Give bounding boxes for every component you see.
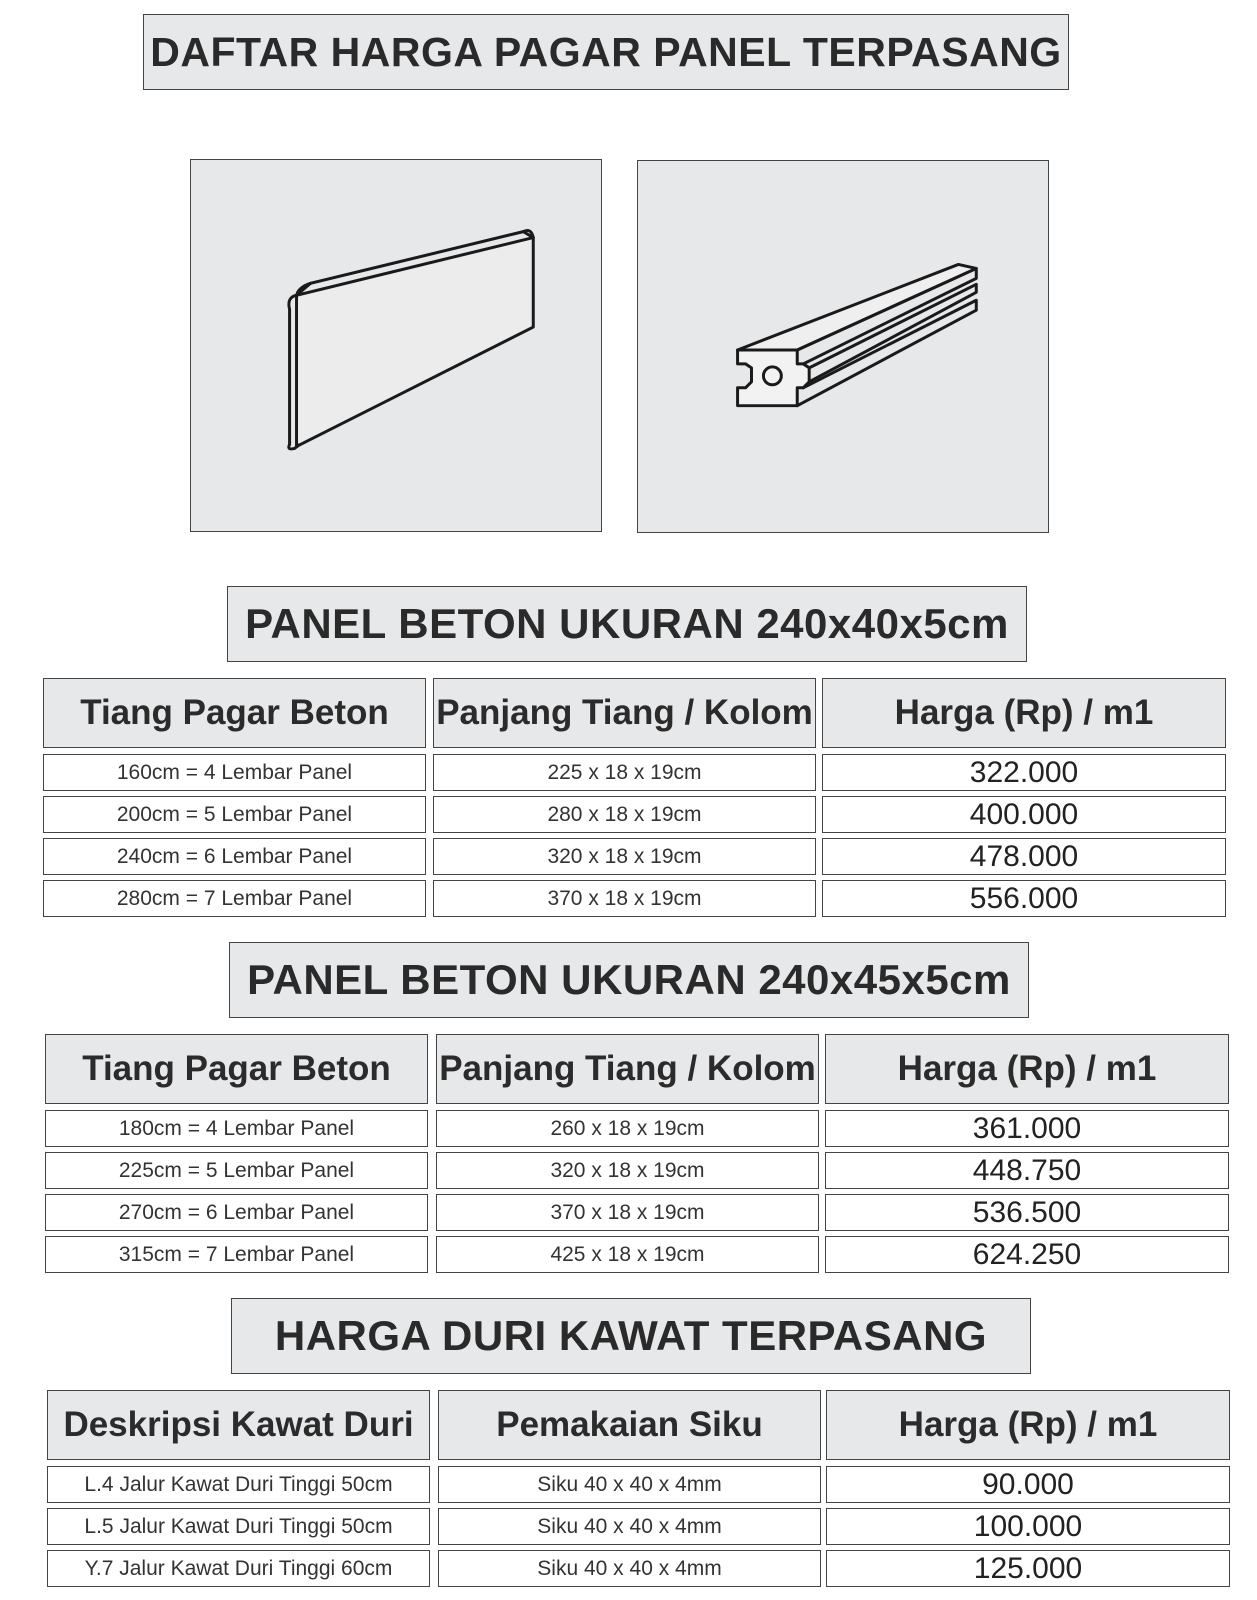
section1-row1-col1: 160cm = 4 Lembar Panel	[43, 754, 426, 791]
panel-image	[190, 159, 602, 532]
section3-row2-col1: L.5 Jalur Kawat Duri Tinggi 50cm	[47, 1508, 430, 1545]
section1-header-col3: Harga (Rp) / m1	[822, 678, 1226, 748]
section1-row2-col2: 280 x 18 x 19cm	[433, 796, 816, 833]
section3-row1-col2: Siku 40 x 40 x 4mm	[438, 1466, 821, 1503]
section3-title: HARGA DURI KAWAT TERPASANG	[231, 1298, 1031, 1374]
section3-row2-col2: Siku 40 x 40 x 4mm	[438, 1508, 821, 1545]
section1-row4-col1: 280cm = 7 Lembar Panel	[43, 880, 426, 917]
section3-row2-price: 100.000	[826, 1508, 1230, 1545]
section1-row4-price: 556.000	[822, 880, 1226, 917]
section1-row4-col2: 370 x 18 x 19cm	[433, 880, 816, 917]
section2-header-col3: Harga (Rp) / m1	[825, 1034, 1229, 1104]
section1-row1-price: 322.000	[822, 754, 1226, 791]
concrete-panel-icon	[191, 160, 601, 531]
section2-row2-col1: 225cm = 5 Lembar Panel	[45, 1152, 428, 1189]
section2-header-col2: Panjang Tiang / Kolom	[436, 1034, 819, 1104]
main-title: DAFTAR HARGA PAGAR PANEL TERPASANG	[143, 14, 1069, 90]
section1-row3-col2: 320 x 18 x 19cm	[433, 838, 816, 875]
section3-row3-price: 125.000	[826, 1550, 1230, 1587]
section2-row2-col2: 320 x 18 x 19cm	[436, 1152, 819, 1189]
concrete-post-icon	[638, 161, 1048, 532]
section2-row4-col1: 315cm = 7 Lembar Panel	[45, 1236, 428, 1273]
section1-row2-col1: 200cm = 5 Lembar Panel	[43, 796, 426, 833]
section2-title: PANEL BETON UKURAN 240x45x5cm	[229, 942, 1029, 1018]
section2-row1-price: 361.000	[825, 1110, 1229, 1147]
section3-row3-col2: Siku 40 x 40 x 4mm	[438, 1550, 821, 1587]
section2-row3-col2: 370 x 18 x 19cm	[436, 1194, 819, 1231]
section2-row3-col1: 270cm = 6 Lembar Panel	[45, 1194, 428, 1231]
section1-header-col2: Panjang Tiang / Kolom	[433, 678, 816, 748]
section2-row1-col1: 180cm = 4 Lembar Panel	[45, 1110, 428, 1147]
section3-row1-col1: L.4 Jalur Kawat Duri Tinggi 50cm	[47, 1466, 430, 1503]
post-image	[637, 160, 1049, 533]
section3-header-col1: Deskripsi Kawat Duri	[47, 1390, 430, 1460]
section2-row1-col2: 260 x 18 x 19cm	[436, 1110, 819, 1147]
section2-row4-price: 624.250	[825, 1236, 1229, 1273]
section3-row3-col1: Y.7 Jalur Kawat Duri Tinggi 60cm	[47, 1550, 430, 1587]
section3-header-col2: Pemakaian Siku	[438, 1390, 821, 1460]
section2-row4-col2: 425 x 18 x 19cm	[436, 1236, 819, 1273]
section1-row1-col2: 225 x 18 x 19cm	[433, 754, 816, 791]
section1-header-col1: Tiang Pagar Beton	[43, 678, 426, 748]
section3-row1-price: 90.000	[826, 1466, 1230, 1503]
section1-row3-price: 478.000	[822, 838, 1226, 875]
section2-row3-price: 536.500	[825, 1194, 1229, 1231]
section2-row2-price: 448.750	[825, 1152, 1229, 1189]
section2-header-col1: Tiang Pagar Beton	[45, 1034, 428, 1104]
section1-title: PANEL BETON UKURAN 240x40x5cm	[227, 586, 1027, 662]
section1-row3-col1: 240cm = 6 Lembar Panel	[43, 838, 426, 875]
section3-header-col3: Harga (Rp) / m1	[826, 1390, 1230, 1460]
section1-row2-price: 400.000	[822, 796, 1226, 833]
